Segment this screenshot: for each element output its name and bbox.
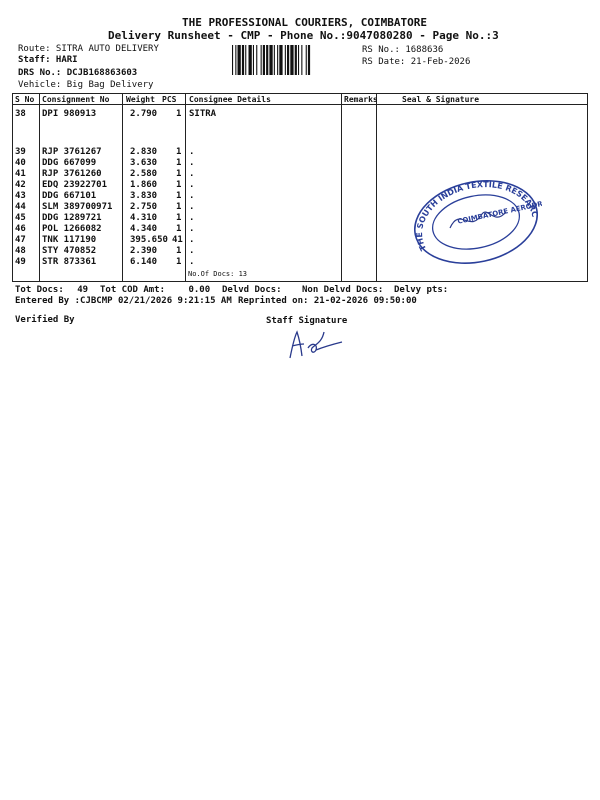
row-consignee: . [189,180,195,190]
entered-by: Entered By :CJBCMP 02/21/2026 9:21:15 AM [15,296,232,306]
company-title: THE PROFESSIONAL COURIERS, COIMBATORE [182,16,428,29]
row-consignee: . [189,147,195,157]
row-consignment: EDQ 23922701 [42,180,108,190]
row-weight: 2.830 [130,147,158,157]
rs-number: RS No.: 1688636 [362,45,444,55]
row-consignee: . [189,202,195,212]
table-row [0,158,600,168]
col-header-pcs: PCS [162,95,177,104]
row-consignment: SLM 389700971 [42,202,113,212]
row-weight: 2.390 [130,246,158,256]
row-consignment: DDG 667099 [42,158,97,168]
row-weight: 1.860 [130,180,158,190]
row-consignment: RJP 3761267 [42,147,102,157]
row-pcs: 1 [176,169,182,179]
signature-icon [282,326,346,362]
row-pcs: 1 [176,180,182,190]
rs-date: RS Date: 21-Feb-2026 [362,57,471,67]
verified-by: Verified By [15,315,75,325]
row-consignment: STR 873361 [42,257,97,267]
table-top-border [12,93,588,94]
row-sno: 41 [15,169,26,179]
col-header-remarks: Remarks [344,95,378,104]
row-consignee: . [189,235,195,245]
row-consignment: DDG 1289721 [42,213,102,223]
drs-number: DRS No.: DCJB168863603 [18,68,138,78]
vehicle-label: Vehicle: Big Bag Delivery [18,80,154,90]
row-consignee: SITRA [189,109,217,119]
row-consignment: DDG 667101 [42,191,97,201]
row-consignment: DPI 980913 [42,109,97,119]
row-sno: 43 [15,191,26,201]
row-consignment: RJP 3761260 [42,169,102,179]
stamp-outer-text: THE SOUTH INDIA TEXTILE RESEARCH [415,180,540,253]
row-weight: 4.310 [130,213,158,223]
row-weight: 4.340 [130,224,158,234]
staff-signature-label: Staff Signature [266,316,348,326]
table-row [0,109,600,119]
col-header-consignment: Consignment No [42,95,110,104]
row-pcs: 1 [176,109,182,119]
row-weight: 2.750 [130,202,158,212]
row-consignee: . [189,224,195,234]
row-weight: 6.140 [130,257,158,267]
tot-docs [15,285,88,295]
reprinted-on: Reprinted on: 21-02-2026 09:50:00 [238,296,417,306]
row-pcs: 1 [176,224,182,234]
row-consignment: POL 1266082 [42,224,102,234]
row-sno: 38 [15,109,26,119]
row-consignee: . [189,169,195,179]
col-header-consignee: Consignee Details [189,95,271,104]
table-row [0,147,600,157]
row-pcs: 1 [176,246,182,256]
non-delvd-docs: Non Delvd Docs: [302,285,384,295]
col-header-sno: S No [15,95,35,104]
row-weight: 395.650 [130,235,168,245]
delvy-pts: Delvy pts: [394,285,449,295]
row-weight: 2.790 [130,109,158,119]
row-consignee: . [189,191,195,201]
col-header-seal: Seal & Signature [402,95,480,104]
runsheet-subtitle: Delivery Runsheet - CMP - Phone No.:9047080280 - Page No.:3 [108,29,499,42]
stamp-icon [410,176,542,264]
route-label: Route: SITRA AUTO DELIVERY [18,44,159,54]
row-consignee: . [189,213,195,223]
tot-cod-label: Tot COD Amt: [100,285,166,295]
tot-cod [100,285,210,295]
tot-docs-value: 49 [77,285,89,295]
row-sno: 44 [15,202,26,212]
row-pcs: 41 [172,235,183,245]
row-sno: 48 [15,246,26,256]
row-sno: 45 [15,213,26,223]
row-pcs: 1 [176,158,182,168]
table-header-border [12,104,588,105]
row-sno: 40 [15,158,26,168]
row-weight: 2.580 [130,169,158,179]
barcode-icon [232,45,358,75]
row-consignee: . [189,246,195,256]
row-consignee: . [189,257,195,267]
stamp-inner-text: COIMBATORE AERODROME [456,196,542,226]
row-consignment: TNK 117190 [42,235,97,245]
row-sno: 49 [15,257,26,267]
row-pcs: 1 [176,202,182,212]
row-consignee: . [189,158,195,168]
delvd-docs: Delvd Docs: [222,285,282,295]
row-sno: 46 [15,224,26,234]
staff-label: Staff: HARI [18,55,78,65]
row-pcs: 1 [176,257,182,267]
tot-cod-value: 0.00 [188,285,211,295]
row-weight: 3.630 [130,158,158,168]
row-consignment: STY 470852 [42,246,97,256]
row-sno: 47 [15,235,26,245]
row-pcs: 1 [176,147,182,157]
row-sno: 39 [15,147,26,157]
table-bottom-border [12,281,588,282]
row-pcs: 1 [176,213,182,223]
row-pcs: 1 [176,191,182,201]
no-of-docs: No.Of Docs: 13 [188,270,248,278]
col-header-weight: Weight [126,95,155,104]
tot-docs-label: Tot Docs: [15,285,64,295]
row-weight: 3.830 [130,191,158,201]
row-sno: 42 [15,180,26,190]
